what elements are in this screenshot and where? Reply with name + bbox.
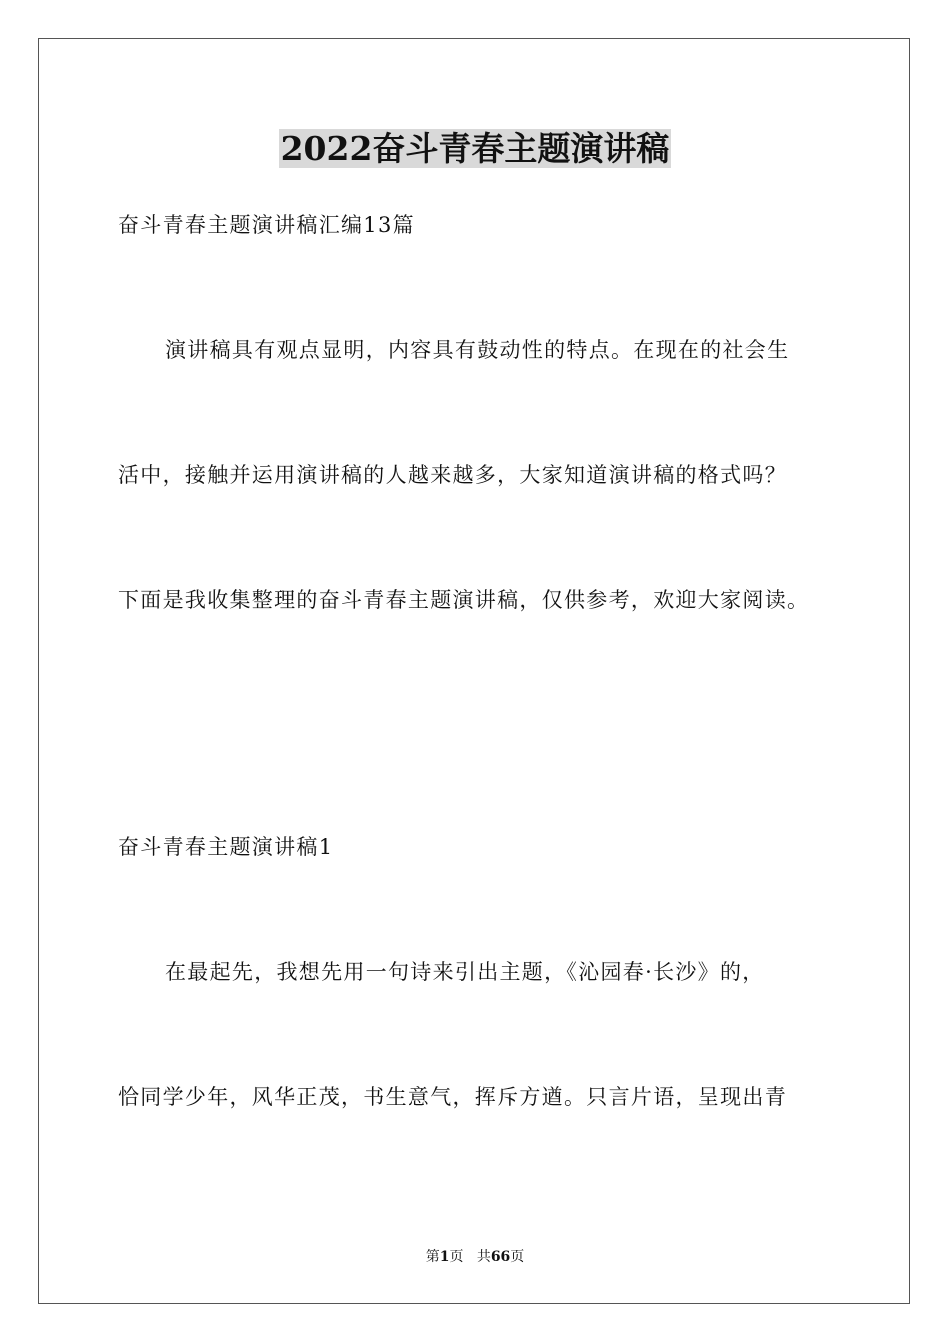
section-heading: 奋斗青春主题演讲稿1 [118, 835, 334, 859]
footer-total-pages: 66 [490, 1249, 511, 1265]
intro-line-1: 演讲稿具有观点显明，内容具有鼓动性的特点。在现在的社会生 [165, 338, 790, 362]
footer-total-prefix: 共 [476, 1249, 491, 1265]
section-line-2: 恰同学少年，风华正茂，书生意气，挥斥方遒。只言片语，呈现出青 [118, 1085, 787, 1109]
section-line-1: 在最起先，我想先用一句诗来引出主题，《沁园春·长沙》的， [165, 960, 765, 984]
document-subtitle: 奋斗青春主题演讲稿汇编13篇 [118, 213, 415, 237]
document-title [0, 127, 950, 171]
page-footer [0, 1248, 950, 1266]
footer-page-prefix: 第 [425, 1249, 440, 1265]
footer-page-number: 1 [439, 1249, 450, 1265]
footer-total-suffix: 页 [510, 1249, 525, 1265]
document-title-text: 2022奋斗青春主题演讲稿 [280, 129, 670, 168]
footer-page-suffix: 页 [449, 1249, 464, 1265]
intro-line-3: 下面是我收集整理的奋斗青春主题演讲稿，仅供参考，欢迎大家阅读。 [118, 588, 810, 612]
intro-line-2: 活中，接触并运用演讲稿的人越来越多，大家知道演讲稿的格式吗？ [118, 463, 787, 487]
